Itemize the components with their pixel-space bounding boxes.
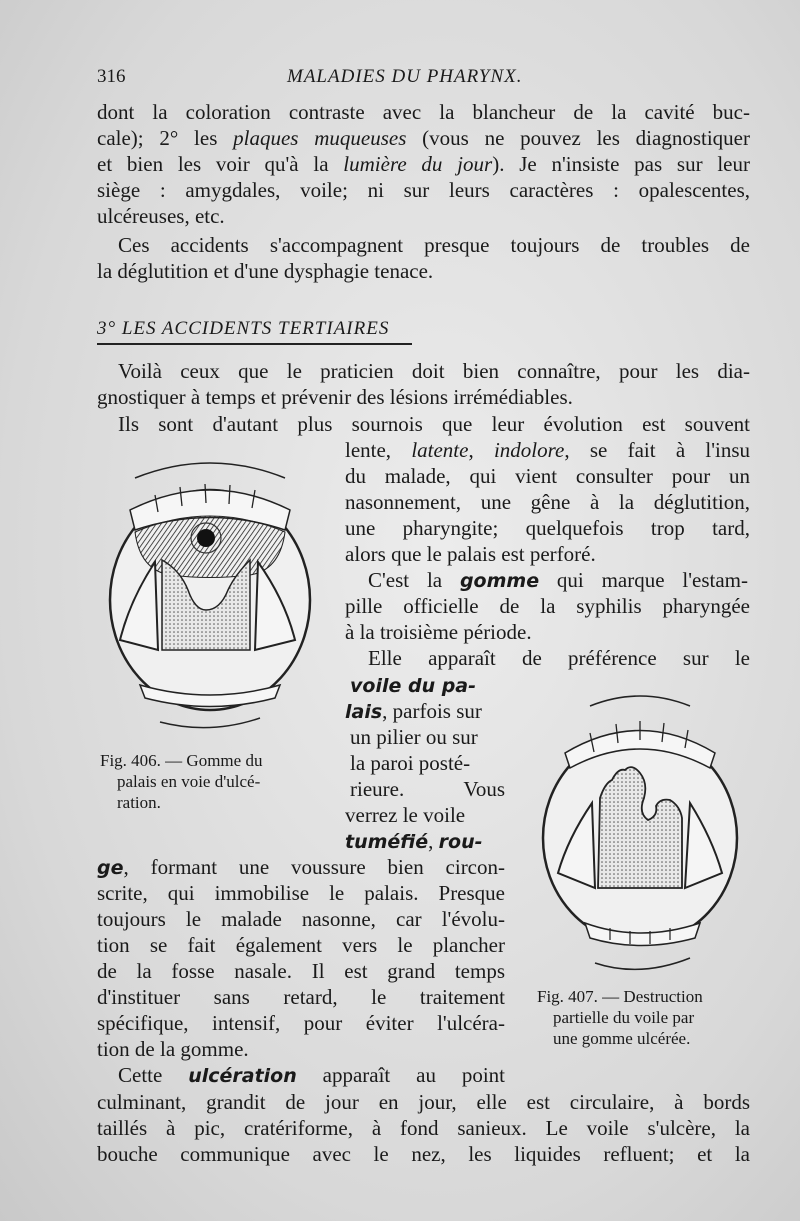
figure-407-illustration bbox=[540, 688, 745, 978]
text-line: et bien les voir qu'à la lumière du jour). Je n'insiste pas sur leur bbox=[97, 152, 750, 176]
text-line: Voilà ceux que le praticien doit bien connaître, pour les dia- bbox=[118, 359, 750, 383]
text-line: gnostiquer à temps et prévenir des lésions irrémédiables. bbox=[97, 385, 573, 409]
text-line: culminant, grandit de jour en jour, elle est circulaire, à bords bbox=[97, 1090, 750, 1114]
text-line: Ils sont d'autant plus sournois que leur évolution est souvent bbox=[118, 412, 750, 436]
text-line: Ces accidents s'accompagnent presque toujours de troubles de bbox=[118, 233, 750, 257]
text-line: toujours le malade nasonne, car l'évolu- bbox=[97, 907, 505, 931]
text-line: de la fosse nasale. Il est grand temps bbox=[97, 959, 505, 983]
text-line: du malade, qui vient consulter pour un bbox=[345, 464, 750, 488]
gumma-ulceration bbox=[197, 529, 215, 547]
figure-407-caption: Fig. 407. — Destruction bbox=[537, 987, 703, 1006]
figure-406-illustration bbox=[100, 450, 320, 740]
upper-lip-line bbox=[135, 463, 285, 478]
figure-407-caption: une gomme ulcérée. bbox=[553, 1029, 691, 1048]
section-title: 3° LES ACCIDENTS TERTIAIRES bbox=[97, 318, 390, 339]
figure-406-caption: ration. bbox=[117, 793, 161, 812]
text-line: cale); 2° les plaques muqueuses (vous ne pouvez les diagnostiquer bbox=[97, 126, 750, 150]
text-line: voile du pa- bbox=[350, 675, 477, 697]
text-line: ge, formant une voussure bien circon- bbox=[97, 855, 505, 879]
lower-lip-line bbox=[160, 718, 260, 728]
text-line: d'instituer sans retard, le traitement bbox=[97, 985, 505, 1009]
text-line: un pilier ou sur bbox=[350, 725, 478, 749]
text-line: une pharyngite; quelquefois trop tard, bbox=[345, 516, 750, 540]
text-line: bouche communique avec le nez, les liquides refluent; et la bbox=[97, 1142, 750, 1166]
text-line: dont la coloration contraste avec la blancheur de la cavité buc- bbox=[97, 100, 750, 124]
text-line: tuméfié, rou- bbox=[345, 829, 483, 853]
text-line: ulcéreuses, etc. bbox=[97, 204, 225, 228]
figure-406-caption: Fig. 406. — Gomme du bbox=[100, 751, 263, 770]
text-line: verrez le voile bbox=[345, 803, 466, 827]
text-line: lais, parfois sur bbox=[345, 699, 482, 723]
lower-lip-line bbox=[595, 958, 690, 969]
text-line: la déglutition et d'une dysphagie tenace. bbox=[97, 259, 434, 283]
text-line: lente, latente, indolore, se fait à l'insu bbox=[345, 438, 751, 462]
text-line: à la troisième période. bbox=[345, 620, 532, 644]
text-line: scrite, qui immobilise le palais. Presque bbox=[97, 881, 505, 905]
figure-407-caption: partielle du voile par bbox=[553, 1008, 695, 1027]
text-line: siège : amygdales, voile; ni sur leurs caractères : opalescentes, bbox=[97, 178, 750, 202]
text-line: tion de la gomme. bbox=[97, 1037, 249, 1061]
text-line: la paroi posté- bbox=[350, 751, 471, 775]
text-line: taillés à pic, cratériforme, à fond sanieux. Le voile s'ulcère, la bbox=[97, 1116, 750, 1140]
text-line: pille officielle de la syphilis pharyngée bbox=[345, 594, 750, 618]
text-line: nasonnement, une gêne à la déglutition, bbox=[345, 490, 750, 514]
text-line: tion se fait également vers le plancher bbox=[97, 933, 505, 957]
section-rule bbox=[97, 343, 412, 345]
text-line: C'est la gomme qui marque l'estam- bbox=[368, 568, 748, 592]
running-title: MALADIES DU PHARYNX. bbox=[287, 66, 523, 87]
text-line: Elle apparaît de préférence sur le bbox=[368, 646, 750, 670]
figure-406-caption: palais en voie d'ulcé- bbox=[117, 772, 261, 791]
upper-lip-line bbox=[590, 696, 690, 706]
text-line: rieure. Vous bbox=[350, 777, 505, 801]
text-line: spécifique, intensif, pour éviter l'ulcéra- bbox=[97, 1011, 505, 1035]
page-number: 316 bbox=[97, 66, 126, 87]
text-line: alors que le palais est perforé. bbox=[345, 542, 596, 566]
text-line: Cette ulcération apparaît au point bbox=[118, 1063, 505, 1087]
